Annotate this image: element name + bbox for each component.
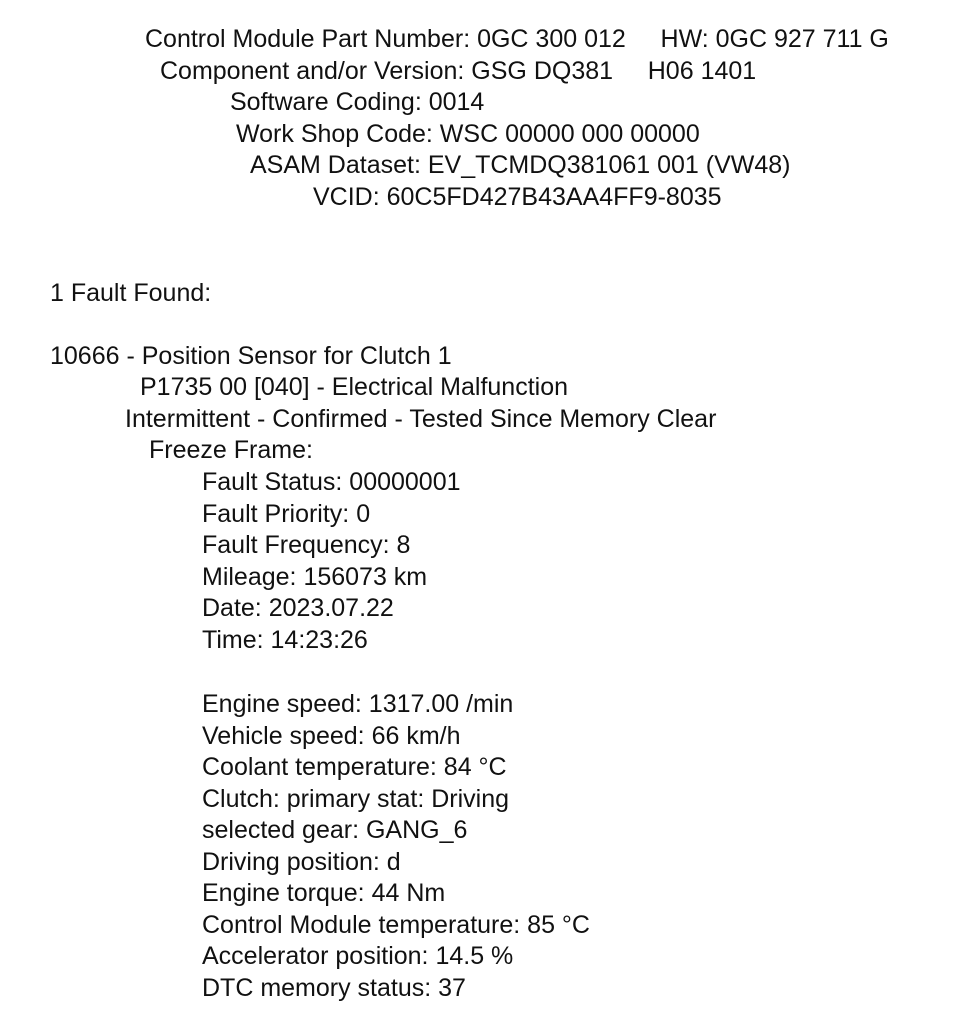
fault-status-line: Intermittent - Confirmed - Tested Since Memory Clear [125, 405, 717, 433]
env-driving-position: Driving position: d [202, 848, 401, 876]
asam-dataset-line: ASAM Dataset: EV_TCMDQ381061 001 (VW48) [250, 151, 791, 179]
freeze-frame-fault-frequency: Fault Frequency: 8 [202, 531, 411, 559]
freeze-frame-label: Freeze Frame: [149, 436, 313, 464]
freeze-frame-fault-priority: Fault Priority: 0 [202, 500, 371, 528]
freeze-frame-fault-status: Fault Status: 00000001 [202, 468, 461, 496]
freeze-frame-time: Time: 14:23:26 [202, 626, 368, 654]
env-control-module-temperature: Control Module temperature: 85 °C [202, 911, 590, 939]
freeze-frame-date: Date: 2023.07.22 [202, 594, 394, 622]
freeze-frame-mileage: Mileage: 156073 km [202, 563, 428, 591]
software-coding-line: Software Coding: 0014 [230, 88, 485, 116]
env-vehicle-speed: Vehicle speed: 66 km/h [202, 722, 461, 750]
vcid-line: VCID: 60C5FD427B43AA4FF9-8035 [313, 183, 722, 211]
env-selected-gear: selected gear: GANG_6 [202, 816, 468, 844]
fault-title: 10666 - Position Sensor for Clutch 1 [50, 342, 452, 370]
env-accelerator-position: Accelerator position: 14.5 % [202, 942, 514, 970]
env-engine-speed: Engine speed: 1317.00 /min [202, 690, 514, 718]
faults-found-heading: 1 Fault Found: [50, 279, 212, 307]
env-coolant-temperature: Coolant temperature: 84 °C [202, 753, 507, 781]
component-version-line: Component and/or Version: GSG DQ381 H06 1401 [160, 57, 757, 85]
fault-code: P1735 00 [040] - Electrical Malfunction [140, 373, 569, 401]
env-dtc-memory-status: DTC memory status: 37 [202, 974, 466, 1002]
part-number-line: Control Module Part Number: 0GC 300 012 HW: 0GC 927 711 G [145, 25, 889, 53]
env-clutch-primary-stat: Clutch: primary stat: Driving [202, 785, 510, 813]
env-engine-torque: Engine torque: 44 Nm [202, 879, 446, 907]
workshop-code-line: Work Shop Code: WSC 00000 000 00000 [236, 120, 700, 148]
